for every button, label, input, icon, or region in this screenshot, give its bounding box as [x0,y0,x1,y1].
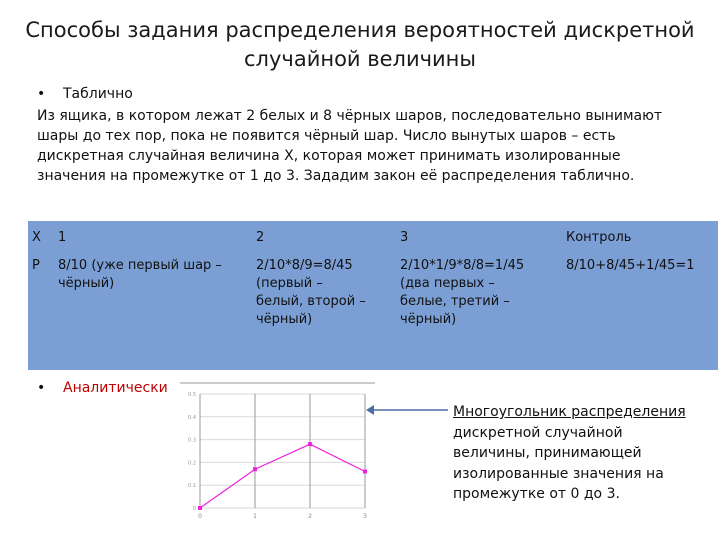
row-p-label: P [32,258,40,273]
x-tick-label: 2 [308,513,312,520]
slide-title [20,16,700,74]
y-tick-label: 0.2 [188,460,196,467]
problem-paragraph [37,106,677,186]
title-line-2: случайной величины [244,47,476,71]
distribution-polygon-chart [180,382,380,522]
note-line: дискретной случайной [453,424,623,441]
data-point [198,506,202,510]
cell-line: 2/10*1/9*8/8=1/45 [400,258,525,273]
y-tick-label: 0.4 [188,414,196,421]
bullet-label: Аналитически [63,380,168,396]
note-line: изолированные значения на [453,465,664,482]
cell-line: (первый – [256,276,323,291]
title-line-1: Способы задания распределения вероятностей дискретной [25,18,695,42]
cell-p-2 [256,257,366,329]
data-point [363,470,367,474]
cell-line: 2/10*8/9=8/45 [256,258,353,273]
cell-line: белые, третий – [400,294,510,309]
y-tick-label: 0.3 [188,437,196,444]
data-point [253,467,257,471]
distribution-table [28,221,718,370]
y-tick-label: 0.1 [188,483,196,490]
cell-x-2: 2 [256,230,265,245]
cell-line: (два первых – [400,276,495,291]
bullet-dot: • [37,380,46,396]
cell-p-3 [400,257,524,329]
cell-x-1: 1 [58,230,67,245]
cell-line: чёрный) [58,276,115,291]
cell-line: чёрный) [400,312,457,327]
x-tick-label: 3 [363,513,367,520]
series-line [200,444,365,508]
y-tick-label: 0 [192,506,196,512]
bullet-dot: • [37,86,46,102]
data-point [308,442,312,446]
cell-line: чёрный) [256,312,313,327]
cell-line: 8/10 (уже первый шар – [58,258,222,273]
polygon-note [453,402,713,505]
x-tick-label: 1 [253,513,257,520]
y-tick-label: 0.5 [188,392,196,398]
paragraph-line: дискретная случайная величина Х, которая может принимать изолированные [37,148,621,164]
cell-p-control: 8/10+8/45+1/45=1 [566,258,695,273]
cell-x-3: 3 [400,230,409,245]
note-line: промежутке от 0 до 3. [453,486,620,502]
x-tick-label: 0 [198,513,202,520]
cell-line: белый, второй – [256,294,366,309]
row-x-label: X [32,230,41,245]
cell-x-control: Контроль [566,230,632,245]
paragraph-line: Из ящика, в котором лежат 2 белых и 8 чёрных шаров, последовательно вынимают [37,108,663,124]
paragraph-line: значения на промежутке от 1 до 3. Зададим закон её распределения таблично. [37,168,635,184]
cell-p-1 [58,257,222,293]
bullet-label: Таблично [63,86,133,102]
note-title: Многоугольник распределения [453,404,686,420]
note-line: величины, принимающей [453,445,642,461]
paragraph-line: шары до тех пор, пока не появится чёрный шар. Число вынутых шаров – есть [37,128,616,144]
